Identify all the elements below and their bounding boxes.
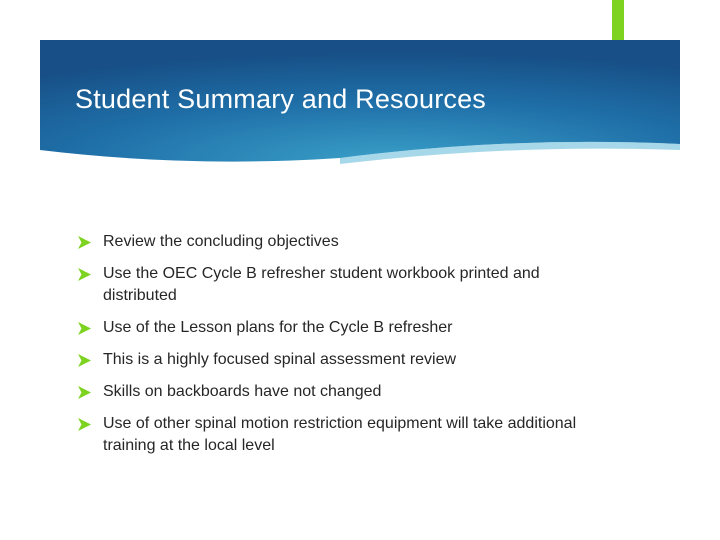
bullet-list [78, 231, 598, 467]
bullet-item [78, 381, 598, 403]
bullet-text: Skills on backboards have not changed [103, 383, 382, 400]
arrowhead-bullet-icon [78, 354, 91, 367]
arrowhead-bullet-icon [78, 386, 91, 399]
bullet-item [78, 231, 598, 253]
bullet-text: This is a highly focused spinal assessment review [103, 351, 457, 368]
arrowhead-bullet-icon [78, 268, 91, 281]
arrowhead-bullet-icon [78, 236, 91, 249]
bullet-text: Review the concluding objectives [103, 233, 339, 250]
bullet-item [78, 263, 598, 307]
bullet-text: Use of other spinal motion restriction equipment will take additional training at the local level [103, 415, 577, 454]
slide-title: Student Summary and Resources [75, 84, 486, 114]
bullet-item [78, 413, 598, 457]
arrowhead-bullet-icon [78, 418, 91, 431]
bullet-item [78, 317, 598, 339]
bullet-item [78, 349, 598, 371]
arrowhead-bullet-icon [78, 322, 91, 335]
title-banner [40, 40, 680, 170]
bullet-text: Use of the Lesson plans for the Cycle B refresher [103, 319, 453, 336]
bullet-text: Use the OEC Cycle B refresher student workbook printed and distributed [103, 265, 540, 304]
